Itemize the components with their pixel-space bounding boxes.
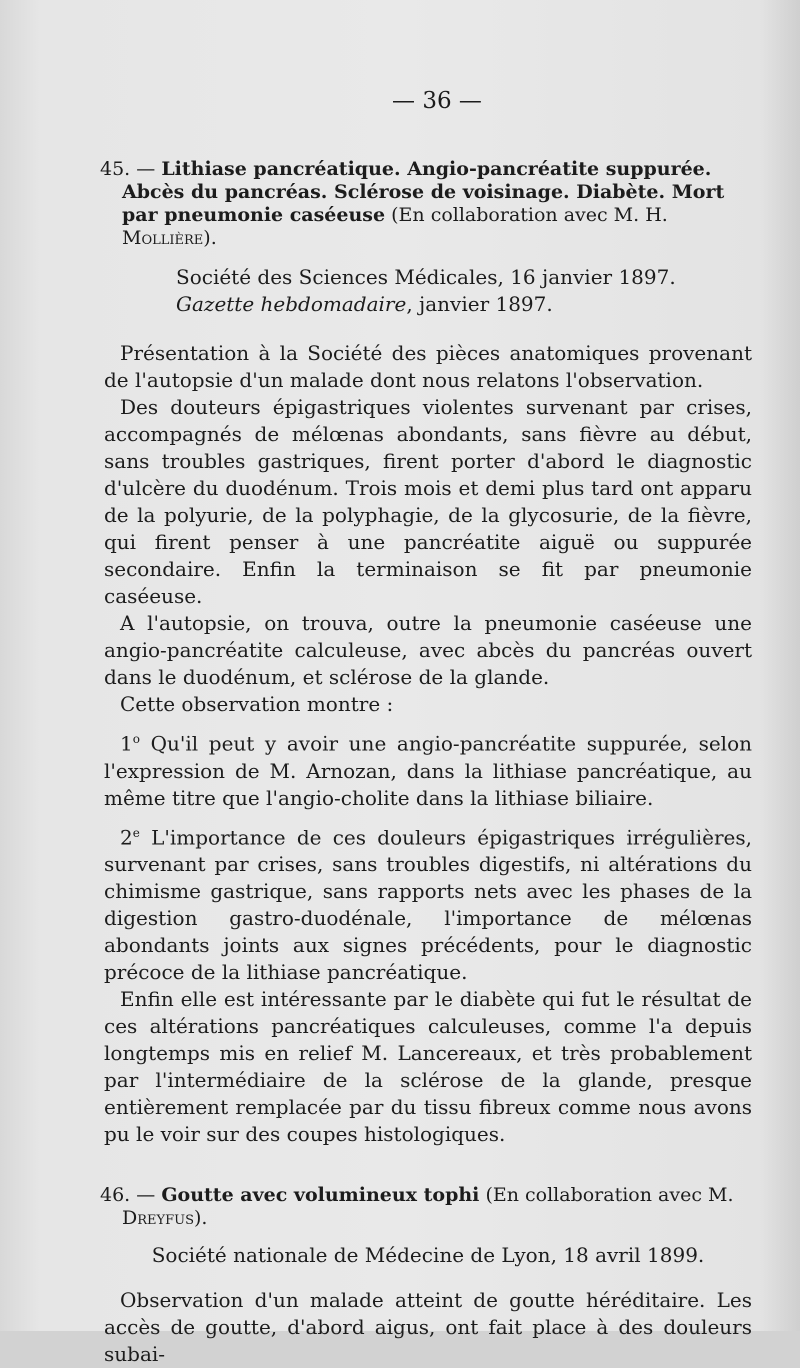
entry-46-heading [100, 1184, 752, 1230]
page-number: — 36 — [392, 88, 482, 114]
entry-45-paragraph-1: Présentation à la Société des pièces anatomiques provenant de l'autopsie d'un malade dont nous relatons l'observation. [104, 341, 752, 392]
point-1-text: Qu'il peut y avoir une angio-pancréatite suppurée, selon l'expression de M. Arnozan, dans la lithiase pancréatique, au même titre que l'angio-cholite dans la lithiase biliaire. [104, 731, 752, 810]
entry-45-paragraph-3: A l'autopsie, on trouva, outre la pneumonie caséeuse une angio-pancréatite calculeuse, avec abcès du pancréas ouvert dans le duodénum, et sclérose de la glande. [104, 611, 752, 689]
entry-46-collab-suffix: ). [193, 1207, 208, 1230]
entry-45-paragraph-4: Cette observation montre : [120, 692, 394, 716]
entry-45-number: 45. — [100, 158, 156, 180]
point-1-number: 1 [120, 731, 133, 756]
entry-46-source: Société nationale de Médecine de Lyon, 18 avril 1899. [151, 1243, 705, 1268]
entry-45-collab-name: Mollière [122, 227, 204, 249]
entry-46-collab-name: Dreyfus [122, 1207, 194, 1230]
entry-45-conclusion: Enfin elle est intéressante par le diabète qui fut le résultat de ces altérations pancréatiques calculeuses, comme l'a depuis longtemps mis en relief M. Lancereaux, et très probablement par l'intermédiaire de la sclérose de la glande, presque entièrement remplacée par du tissu fibreux comme nous avons pu le voir sur des coupes histologiques. [104, 987, 752, 1147]
entry-45-source-1: Société des Sciences Médicales, 16 janvier 1897. [176, 265, 676, 289]
entry-45-source-2 [104, 291, 752, 318]
entry-46-paragraph: Observation d'un malade atteint de goutte héréditaire. Les accès de goutte, d'abord aigus, ont fait place à des douleurs subai- [104, 1288, 752, 1367]
entry-45-title: Lithiase pancréatique. Angio-pancréatite suppurée. Abcès du pancréas. Sclérose de voisinage. Diabète. Mort par pneumonie caséeuse [122, 158, 725, 226]
point-2-text: L'importance de ces douleurs épigastriques irrégulières, survenant par crises, sans troubles digestifs, ni altérations du chimisme gastrique, sans rapports nets avec les phases de la digestion gastro-duodénale, l'importance de mélœnas abondants joints aux signes précédents, pour le diagnostic précoce de la lithiase pancréatique. [104, 825, 752, 985]
entry-45-journal-date: , janvier 1897. [406, 292, 553, 316]
entry-45-collab-suffix: ). [203, 227, 217, 249]
entry-46-number: 46. — [100, 1184, 156, 1207]
point-2-number: 2 [120, 825, 133, 850]
entry-45-paragraph-2: Des douteurs épigastriques violentes survenant par crises, accompagnés de mélœnas abondants, sans fièvre au début, sans troubles gastriques, firent porter d'abord le diagnostic d'ulcère du duodénum. Trois mois et demi plus tard ont apparu de la polyurie, de la polyphagie, de la glycosurie, de la fièvre, qui firent penser à une pancréatite aiguë ou suppurée secondaire. Enfin la terminaison se fit par pneumonie caséeuse. [104, 395, 752, 608]
entry-45-collab-prefix: (En collaboration avec M. H. [391, 204, 668, 226]
entry-45 [100, 158, 752, 1148]
entry-45-sources [104, 264, 752, 318]
entry-46-collab-prefix: (En collaboration avec M. [485, 1184, 734, 1207]
entry-46-title: Goutte avec volumineux tophi [161, 1184, 480, 1207]
entry-45-heading [100, 158, 752, 250]
point-2-ordinal: e [132, 825, 140, 840]
entry-45-point-2 [104, 820, 752, 987]
point-1-ordinal: o [132, 732, 140, 746]
entry-45-point-1 [104, 726, 752, 812]
entry-45-journal: Gazette hebdomadaire [176, 292, 407, 316]
entry-46 [100, 1184, 752, 1368]
